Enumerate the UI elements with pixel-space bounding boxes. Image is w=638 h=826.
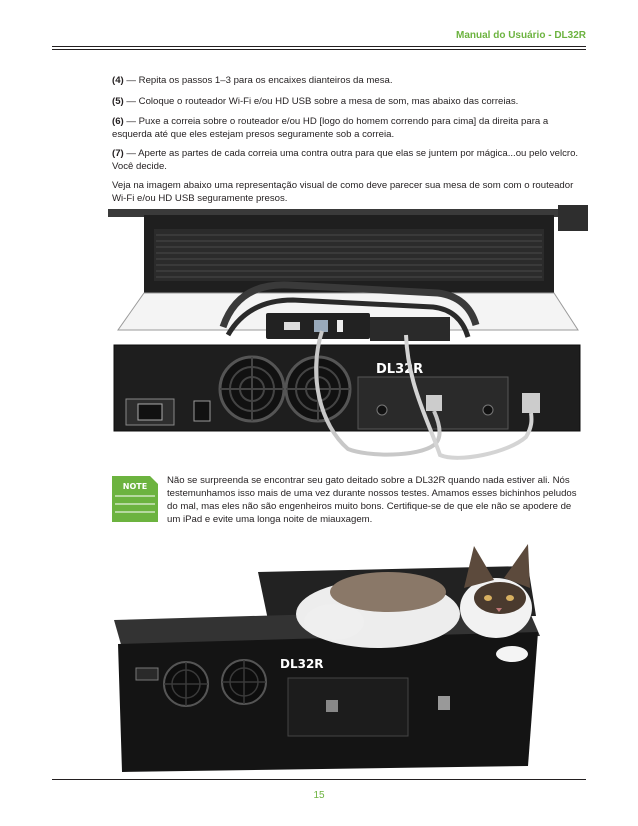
- power-switch: [194, 401, 210, 421]
- step-text: — Puxe a correia sobre o routeador e/ou HD [logo do homem correndo para cima] da direita para a esquerda até que eles estejam presos seguramente sob a correia.: [112, 116, 549, 140]
- page-number: 15: [313, 790, 325, 801]
- header-title: Manual do Usuário - DL32R: [455, 30, 586, 41]
- note-text: Não se surpreenda se encontrar seu gato deitado sobre a DL32R quando nada estiver ali. Nós testemunhamos isso mais de uma vez durante nossos testes. Amamos esses bichinhos peludos do mal, mas eles não são engenheiros muito bons. Certifique-se de que ele não se apodere de um iPad e evite uma longa noite de miauxagem.: [167, 475, 577, 525]
- router-port: [284, 322, 300, 330]
- step-number: (7): [112, 148, 124, 159]
- intro-text: Veja na imagem abaixo uma representação visual de como deve parecer sua mesa de som com o routeador Wi-Fi e/ou HD USB seguramente presos.: [112, 180, 574, 204]
- step-text: — Repita os passos 1–3 para os encaixes dianteiros da mesa.: [123, 75, 393, 86]
- usb-port: [438, 696, 450, 710]
- cat-paw: [496, 646, 528, 662]
- rack-ear-right: [558, 205, 588, 231]
- power-inlet: [136, 668, 158, 680]
- mixer-with-cat-illustration: [108, 536, 548, 774]
- step-number: (6): [112, 116, 124, 127]
- step-4: [112, 74, 586, 87]
- step-text: — Aperte as partes de cada correia uma contra outra para que elas se juntem por mágica...ou pelo velcro. Você decide.: [112, 148, 579, 172]
- step-number: (5): [112, 96, 124, 107]
- router-usb-port: [337, 320, 343, 332]
- network-port: [326, 700, 338, 712]
- network-port: [426, 395, 442, 411]
- header-rule: [52, 46, 586, 50]
- cat-back-fur: [330, 572, 446, 612]
- step-5: [112, 95, 586, 108]
- step-number: (4): [112, 75, 124, 86]
- footer-rule: [52, 779, 586, 780]
- router-ethernet-port: [314, 320, 328, 332]
- step-7: [112, 147, 586, 173]
- note-icon: [112, 476, 158, 522]
- usb-hard-drive: [370, 317, 450, 341]
- intro-paragraph: [112, 179, 586, 205]
- vent-grille: [154, 229, 544, 281]
- io-plate: [288, 678, 408, 736]
- step-6: [112, 115, 586, 141]
- note-label: NOTE: [122, 482, 148, 491]
- brand-logo: DL32R: [376, 362, 424, 377]
- usb-port: [522, 393, 540, 413]
- brand-logo: DL32R: [280, 657, 324, 671]
- step-text: — Coloque o routeador Wi-Fi e/ou HD USB sobre a mesa de som, mas abaixo das correias.: [123, 96, 519, 107]
- mixer-rear-illustration: [108, 205, 594, 465]
